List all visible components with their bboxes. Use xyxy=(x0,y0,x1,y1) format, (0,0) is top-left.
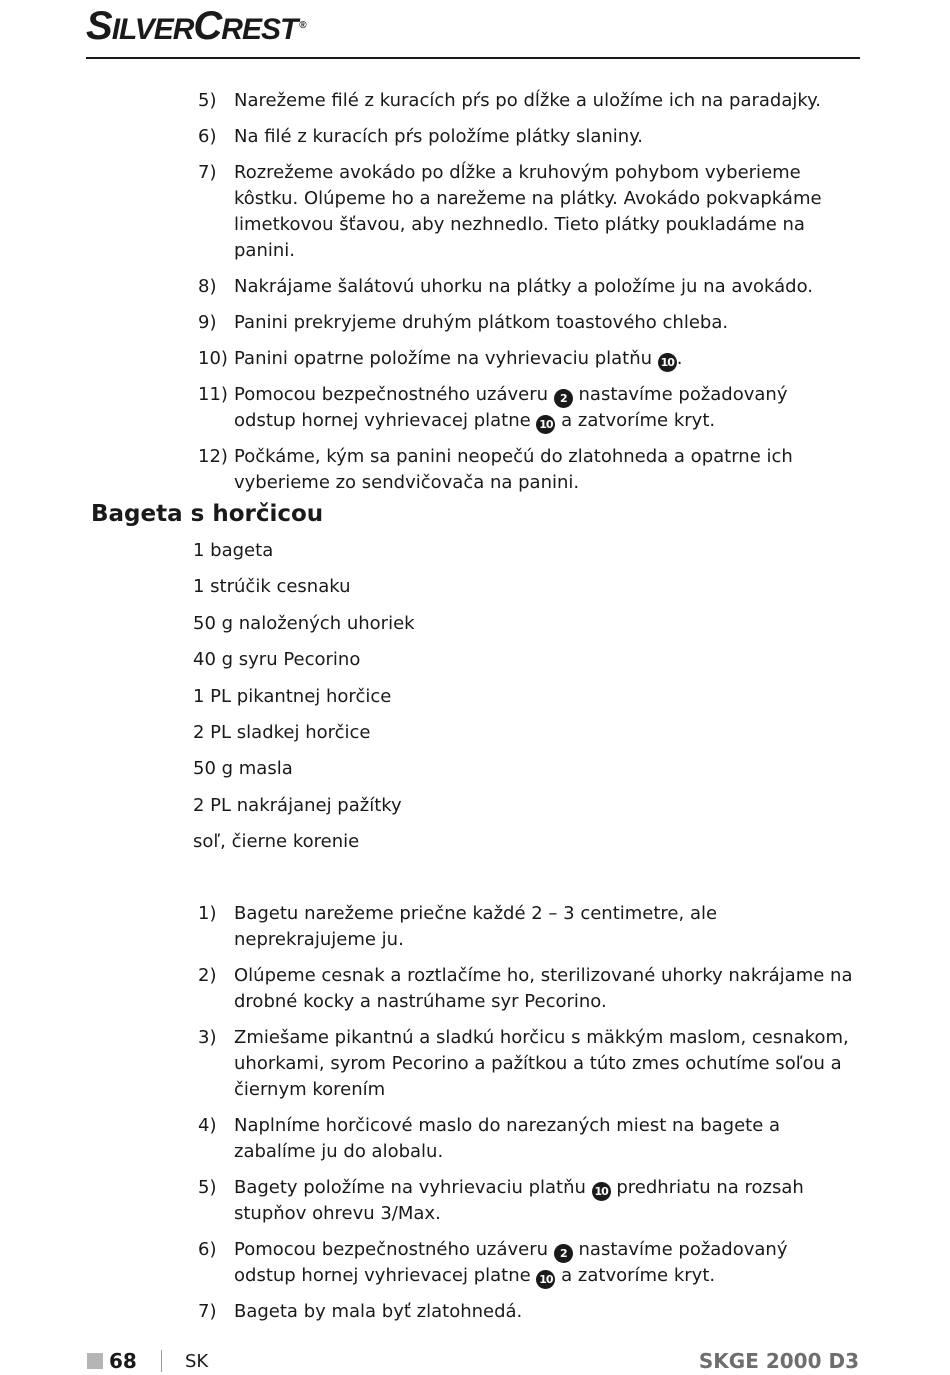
step-item: 7) Rozrežeme avokádo po dĺžke a kruhovým pohybom vyberieme kôstku. Olúpeme ho a narežeme na plátky. Avokádo pokvapkáme limetkovou šťavou, aby nezhnedlo. Tieto plátky poukladáme na panini. xyxy=(198,162,822,261)
ingredient-item: 2 PL sladkej horčice xyxy=(193,721,371,743)
ingredient-item: 50 g masla xyxy=(193,758,293,780)
ref-number-badge: 10 xyxy=(658,353,677,372)
page-number: 68 xyxy=(109,1349,137,1373)
ingredient-item: 50 g naložených uhoriek xyxy=(193,612,415,634)
ref-number-badge: 2 xyxy=(554,1244,573,1263)
section-title: Bageta s horčicou xyxy=(91,501,324,527)
step-item: 2) Olúpeme cesnak a roztlačíme ho, sterilizované uhorky nakrájame na drobné kocky a nastrúhame syr Pecorino. xyxy=(198,965,853,1012)
model-number: SKGE 2000 D3 xyxy=(698,1349,859,1373)
ingredient-item: 1 PL pikantnej horčice xyxy=(193,685,392,707)
steps-bottom-list xyxy=(198,901,853,1335)
ingredient-item: 1 strúčik cesnaku xyxy=(193,576,351,598)
step-item: 6) Pomocou bezpečnostného uzáveru 2 nastavíme požadovaný odstup hornej vyhrievacej platne 10 a zatvoríme kryt. xyxy=(198,1237,853,1289)
language-code: SK xyxy=(185,1351,209,1372)
ingredient-item: 2 PL nakrájanej pažítky xyxy=(193,794,402,816)
ref-number-badge: 10 xyxy=(536,415,555,434)
ingredient-item: soľ, čierne korenie xyxy=(193,831,360,853)
footer-square-marker xyxy=(87,1353,103,1369)
step-item: 7) Bageta by mala byť zlatohnedá. xyxy=(198,1301,523,1322)
step-item: 5) Bagety položíme na vyhrievaciu platňu 10 predhriatu na rozsah stupňov ohrevu 3/Max. xyxy=(198,1177,804,1224)
header-rule xyxy=(86,57,860,59)
step-item: 10) Panini opatrne položíme na vyhrievaciu platňu 10 . xyxy=(198,346,853,372)
step-item: 1) Bagetu narežeme priečne každé 2 – 3 centimetre, ale neprekrajujeme ju. xyxy=(198,903,718,950)
step-item: 5) Narežeme filé z kuracích pŕs po dĺžke a uložíme ich na paradajky. xyxy=(198,90,821,111)
step-item: 11) Pomocou bezpečnostného uzáveru 2 nastavíme požadovaný odstup hornej vyhrievacej platne 10 a zatvoríme kryt. xyxy=(198,382,853,434)
silvercrest-logo: SILVERCREST ® xyxy=(86,4,306,48)
ingredient-item: 1 bageta xyxy=(193,540,274,561)
step-item: 9) Panini prekryjeme druhým plátkom toastového chleba. xyxy=(198,312,729,333)
step-item: 4) Naplníme horčicové maslo do narezaných miest na bagete a zabalíme ju do alobalu. xyxy=(198,1115,781,1162)
ingredient-item: 40 g syru Pecorino xyxy=(193,649,361,671)
ref-number-badge: 10 xyxy=(536,1270,555,1289)
step-item: 6) Na filé z kuracích pŕs položíme plátky slaniny. xyxy=(198,126,644,147)
ingredients-list xyxy=(193,538,415,866)
step-item: 8) Nakrájame šalátovú uhorku na plátky a položíme ju na avokádo. xyxy=(198,276,814,297)
footer-divider xyxy=(161,1350,162,1372)
step-item: 3) Zmiešame pikantnú a sladkú horčicu s mäkkým maslom, cesnakom, uhorkami, syrom Pecorino a pažítkou a túto zmes ochutíme soľou a čiernym korením xyxy=(198,1027,849,1100)
step-item: 12) Počkáme, kým sa panini neopečú do zlatohneda a opatrne ich vyberieme zo sendvičovača na panini. xyxy=(198,446,793,493)
steps-top-list xyxy=(198,88,853,506)
ref-number-badge: 2 xyxy=(554,389,573,408)
ref-number-badge: 10 xyxy=(592,1182,611,1201)
